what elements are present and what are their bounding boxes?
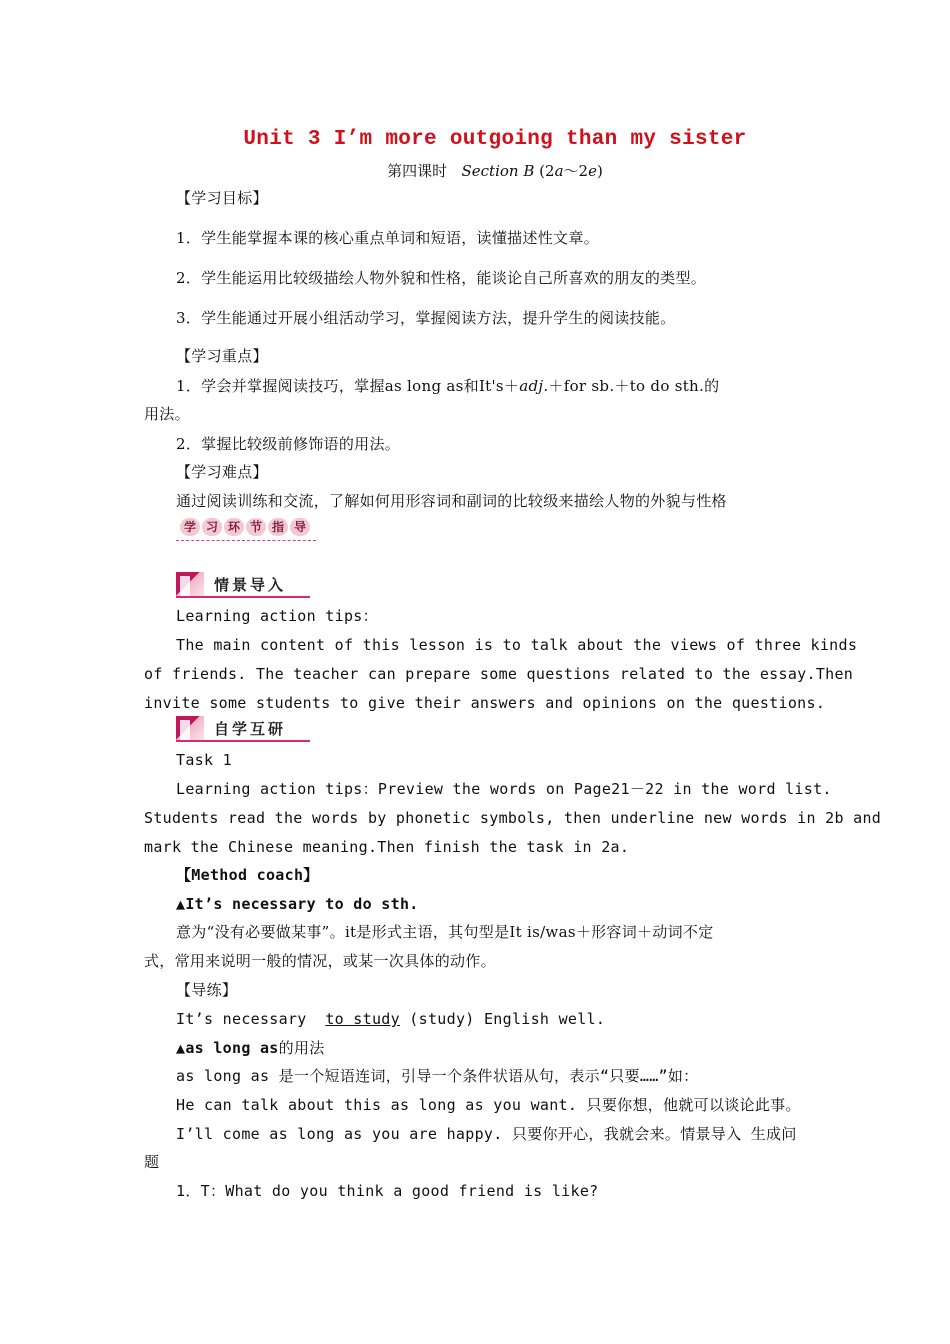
grammar-point-heading: ▲as long as的用法 <box>176 1039 325 1057</box>
section-underline <box>176 596 310 598</box>
practice-heading: 【导练】 <box>176 981 238 999</box>
lesson-subtitle: 第四课时 Section B (2a～2e) <box>387 162 603 180</box>
question-item: 1．T：What do you think a good friend is like? <box>176 1182 599 1200</box>
key-point-2: 2．掌握比较级前修饰语的用法。 <box>176 435 401 453</box>
goal-item: 2．学生能运用比较级描绘人物外貌和性格，能谈论自己所喜欢的朋友的类型。 <box>176 269 707 287</box>
tips-line: invite some students to give their answers and opinions on the questions. <box>144 694 826 712</box>
page-title: Unit 3 I’m more outgoing than my sister <box>243 128 747 151</box>
section-label: 情景导入 <box>214 576 287 594</box>
difficulty-text: 通过阅读训练和交流，了解如何用形容词和副词的比较级来描绘人物的外貌与性格 <box>176 492 727 510</box>
tips-line: The main content of this lesson is to talk about the views of three kinds <box>176 636 858 654</box>
task-line: mark the Chinese meaning.Then finish the task in 2a. <box>144 838 630 856</box>
badge-char: 导 <box>290 518 310 536</box>
task-label: Task 1 <box>176 751 232 769</box>
example-sentence: He can talk about this as long as you want. 只要你想，他就可以谈论此事。 <box>176 1096 801 1114</box>
difficulty-heading: 【学习难点】 <box>176 463 268 481</box>
task-line: Students read the words by phonetic symbols, then underline new words in 2b and <box>144 809 882 827</box>
key-points-heading: 【学习重点】 <box>176 347 268 365</box>
goal-item: 3．学生能通过开展小组活动学习，掌握阅读方法，提升学生的阅读技能。 <box>176 309 676 327</box>
badge-char: 指 <box>268 518 288 536</box>
section-label: 自学互研 <box>214 720 287 738</box>
practice-answer: to study <box>325 1010 400 1028</box>
grammar-point-text: as long as 是一个短语连词，引导一个条件状语从句，表示“只要……”如： <box>176 1067 699 1085</box>
task-line: Learning action tips：Preview the words on Page21－22 in the word list. <box>176 780 832 798</box>
goal-item: 1．学生能掌握本课的核心重点单词和短语，读懂描述性文章。 <box>176 229 599 247</box>
grammar-point-text: 式，常用来说明一般的情况，或某一次具体的动作。 <box>144 952 496 970</box>
section-underline <box>176 740 310 742</box>
badge-char: 环 <box>224 518 244 536</box>
badge-char: 节 <box>246 518 266 536</box>
method-heading: 【Method coach】 <box>176 866 319 884</box>
tips-line: of friends. The teacher can prepare some questions related to the essay.Then <box>144 665 854 683</box>
badge-divider <box>176 540 316 541</box>
grammar-point-heading: ▲It’s necessary to do sth. <box>176 895 419 913</box>
example-sentence-cont: 题 <box>144 1153 160 1171</box>
key-point-1-cont: 用法。 <box>144 405 190 423</box>
grammar-point-text: 意为“没有必要做某事”。it是形式主语，其句型是It is/was＋形容词＋动词不定 <box>176 923 714 941</box>
learning-guide-badge <box>176 516 316 540</box>
tips-label: Learning action tips： <box>176 607 378 625</box>
goals-heading: 【学习目标】 <box>176 189 268 207</box>
example-sentence: I’ll come as long as you are happy. 只要你开心，我就会来。情景导入 生成问 <box>176 1125 797 1143</box>
badge-char: 习 <box>202 518 222 536</box>
section-header-self-study <box>176 714 310 742</box>
key-point-1: 1．学会并掌握阅读技巧，掌握as long as和It's＋adj.＋for sb.＋to do sth.的 <box>176 377 720 395</box>
badge-char: 学 <box>180 518 200 536</box>
practice-sentence: It’s necessary to study (study) English well. <box>176 1010 606 1028</box>
section-header-scene-intro <box>176 570 310 598</box>
